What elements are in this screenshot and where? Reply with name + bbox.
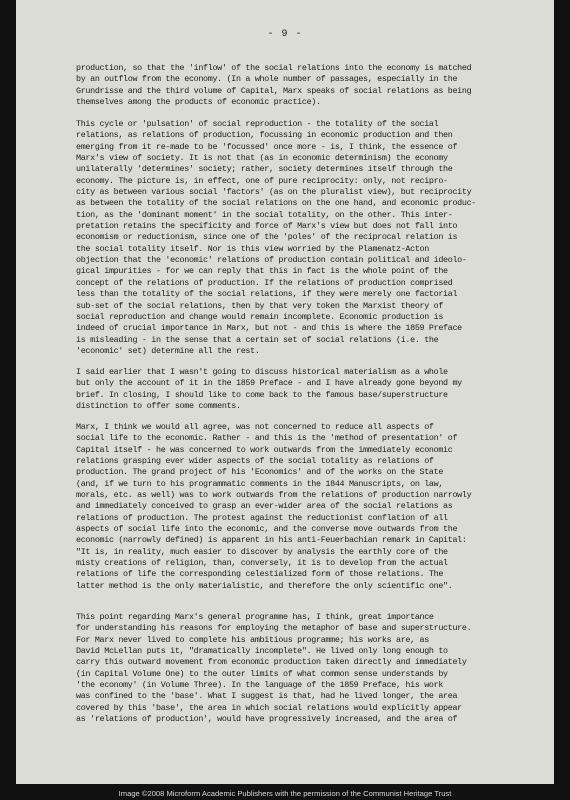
- text-line: Grundrisse and the third volume of Capital, Marx speaks of social relations as being: [76, 85, 472, 96]
- text-line: This point regarding Marx's general programme has, I think, great importance: [76, 612, 434, 622]
- text-line: the social totality itself. Nor is this view worried by the Plamenatz-Acton: [76, 243, 429, 254]
- text-line: pretation retains the specificity and force of Marx's view but does not fall into: [76, 221, 458, 232]
- text-line: (and, if we turn to his programmatic comments in the 1844 Manuscripts, on law,: [76, 478, 444, 489]
- text-line: less than the totality of the social relations, if they were merely one factorial: [76, 289, 458, 300]
- text-line: relations, as relations of production, focussing in economic production and then: [76, 130, 453, 141]
- text-line: 'economic' set) determine all the rest.: [76, 345, 260, 356]
- text-line: For Marx never lived to complete his ambitious programme; his works are, as: [76, 634, 429, 645]
- text-line: Marx's view of society. It is not that (as in economic determinism) the economy: [76, 153, 448, 164]
- text-line: economism or reductionism, since one of the 'poles' of the reciprocal relation is: [76, 232, 458, 243]
- text-line: relations of production. The protest against the reductionist conflation of all: [76, 512, 448, 523]
- text-line: economy. The picture is, in effect, one of pure reciprocity: only, not recipro-: [76, 175, 448, 186]
- text-line: "It is, in reality, much easier to discover by analysis the earthly core of the: [76, 546, 448, 557]
- text-line: by an outflow from the economy. (In a whole number of passages, especially in the: [76, 74, 458, 85]
- text-line: production. The grand project of his 'Economics' and of the works on the State: [76, 467, 444, 478]
- text-line: misty creations of religion, than, conversely, it is to develop from the actual: [76, 558, 448, 569]
- text-line: production, so that the 'inflow' of the social relations into the economy is matched: [76, 63, 472, 73]
- text-line: aspects of social life into the economic, and the converse move outwards from the: [76, 524, 458, 535]
- text-line: Marx, I think we would all agree, was not concerned to reduce all aspects of: [76, 422, 434, 432]
- text-line: emerging from it re-made to be 'focussed' once more - is, I think, the essence of: [76, 141, 458, 152]
- text-line: for understanding his reasons for employing the metaphor of base and superstructure.: [76, 623, 472, 634]
- text-line: as between the totality of the social relations on the one hand, and economic produc-: [76, 198, 476, 209]
- text-line: relations grasping ever wider aspects of the social totality as relations of: [76, 456, 434, 467]
- paragraph-3: [76, 367, 546, 412]
- text-line: latter method is the only materialistic, and therefore the only scientific one".: [76, 580, 453, 591]
- text-line: was confined to the 'base'. What I suggest is that, had he lived longer, the area: [76, 691, 458, 702]
- text-line: gical impurities - for we can reply that this in fact is the whole point of the: [76, 266, 448, 277]
- text-line: as 'relations of production', would have progressively increased, and the area of: [76, 714, 458, 725]
- paragraph-4: [76, 422, 546, 592]
- text-line: indeed of crucial importance in Marx, but not - and this is where the 1859 Preface: [76, 323, 462, 334]
- text-line: themselves among the products of economic practice).: [76, 97, 321, 108]
- text-line: 'the economy' (in Volume Three). In the language of the 1859 Preface, his work: [76, 680, 444, 691]
- text-line: is misleading - in the sense that a certain set of social relations (i.e. the: [76, 334, 439, 345]
- text-line: morals, etc. as well) was to work outwards from the relations of production narrowly: [76, 490, 472, 501]
- text-line: social life to the economic. Rather - and this is the 'method of presentation' of: [76, 433, 458, 444]
- text-line: economic (narrowly defined) is apparent in his anti-Feuerbachian remark in Capital:: [76, 535, 467, 546]
- text-line: carry this outward movement from economic production taken directly and immediately: [76, 657, 467, 668]
- text-line: but only the account of it in the 1859 Preface - and I have already gone beyond my: [76, 378, 462, 389]
- text-line: city as between various social 'factors' (as on the pluralist view), but reciprocity: [76, 187, 472, 198]
- text-line: brief. In closing, I should like to come back to the famous base/superstructure: [76, 389, 448, 400]
- text-line: and immediately conceived to grasp an ever-wider area of the social relations as: [76, 501, 453, 512]
- paragraph-2: [76, 119, 546, 357]
- document-page: [16, 0, 554, 784]
- text-line: unilaterally 'determines' society; rather, society determines itself through the: [76, 164, 453, 175]
- text-line: social reproduction and change would remain incomplete. Economic production is: [76, 311, 444, 322]
- paragraph-1: [76, 63, 546, 108]
- text-line: objection that the 'economic' relations of production contain political and ideolo-: [76, 255, 467, 266]
- text-line: (in Capital Volume One) to the outer limits of what common sense understands by: [76, 668, 448, 679]
- text-line: tion, as the 'dominant moment' in the social totality, on the other. This inter-: [76, 209, 453, 220]
- paragraph-5: [76, 612, 546, 725]
- text-line: relations of life the corresponding celestialized form of those relations. The: [76, 569, 444, 580]
- text-line: concept of the relations of production. If the relations of production comprised: [76, 277, 453, 288]
- page-number: - 9 -: [267, 29, 303, 40]
- text-line: David McLellan puts it, "dramatically incomplete". He lived only long enough to: [76, 646, 448, 657]
- text-line: distinction to offer some comments.: [76, 401, 241, 412]
- text-line: covered by this 'base', the area in which social relations would explicitly appear: [76, 702, 462, 713]
- text-line: sub-set of the social relations, then by that very token the Marxist theory of: [76, 300, 444, 311]
- text-line: This cycle or 'pulsation' of social reproduction - the totality of the social: [76, 119, 439, 129]
- text-line: Capital itself - he was concerned to work outwards from the immediately economic: [76, 444, 453, 455]
- copyright-footer: Image ©2008 Microform Academic Publishers with the permission of the Communist Heritage Trust: [118, 789, 452, 798]
- text-line: I said earlier that I wasn't going to discuss historical materialism as a whole: [76, 367, 448, 377]
